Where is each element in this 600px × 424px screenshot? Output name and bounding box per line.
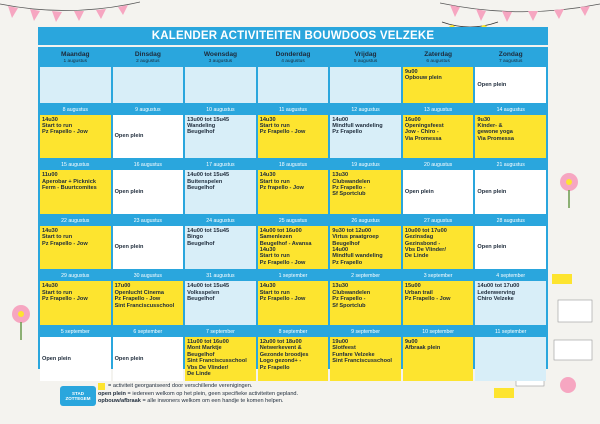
activity-text: Open plein: [40, 337, 111, 381]
activity-text: 13u30 Clubwandelen Pz Frapello - Sf Sportclub: [330, 170, 401, 214]
day-cell: [185, 271, 256, 325]
activity-text: 9u00 Opbouw plein: [403, 67, 474, 103]
bunting-left: [0, 0, 140, 30]
date-label: 6 september: [133, 328, 163, 335]
market-stalls-illustration: [548, 270, 598, 410]
activity-text: 10u00 tot 17u00 Gezinsdag Gezinsbond - Vbs De Vlinder/ De Linde: [403, 226, 474, 270]
activity-text: 14u00 tot 15u45 Volksspelen Beugelhof: [185, 281, 256, 325]
day-cell: [330, 160, 401, 214]
activity-text: 13u00 tot 15u45 Wandeling Beugelhof: [185, 115, 256, 159]
activity-text: 19u00 Slotfeest Funfare Velzeke Sint Franciscusschool: [330, 337, 401, 381]
day-cell: [113, 216, 184, 270]
day-cell: [113, 327, 184, 381]
date-label: 9 september: [351, 328, 380, 335]
date-label: 23 augustus: [133, 217, 162, 224]
day-cell: [475, 160, 546, 214]
weekday-label: Vrijdag: [354, 51, 377, 58]
date-label: 9 augustus: [135, 106, 161, 113]
activity-text: Open plein: [403, 170, 474, 214]
activity-text: 16u00 Openingsfeest Jow - Chiro - Via Promessa: [403, 115, 474, 159]
zottegem-logo: STAD ZOTTEGEM: [60, 386, 96, 406]
weekday-label: Woensdag: [203, 51, 238, 58]
activity-text: Open plein: [113, 115, 184, 159]
activity-text: 14u30 Start to run Pz Frapello - Jow: [40, 226, 111, 270]
day-cell: [113, 160, 184, 214]
day-cell: [475, 105, 546, 159]
day-cell: [40, 271, 111, 325]
date-label: 25 augustus: [278, 217, 308, 224]
date-label: 17 augustus: [206, 162, 235, 169]
day-cell: [113, 49, 184, 103]
date-label: 30 augustus: [133, 273, 162, 280]
date-label: 13 augustus: [424, 106, 453, 113]
date-label: 22 augustus: [61, 217, 90, 224]
day-cell: [40, 160, 111, 214]
activity-text: 12u00 tot 18u00 Netwerkevent & Gezonde broodjes Logo gezond+ - Pz Frapello: [258, 337, 329, 381]
day-cell: [330, 49, 401, 103]
activity-text: Open plein: [113, 170, 184, 214]
day-cell: [403, 271, 474, 325]
activity-text: 13u30 Clubwandelen Pz Frapello - Sf Sportclub: [330, 281, 401, 325]
weekday-label: Zaterdag: [424, 51, 453, 58]
activity-text: Open plein: [475, 226, 546, 270]
activity-text: [330, 67, 401, 103]
date-label: 26 augustus: [351, 217, 380, 224]
weekday-header: [330, 49, 401, 67]
legend: [98, 383, 518, 406]
date-label: 21 augustus: [496, 162, 525, 169]
activity-text: [258, 67, 329, 103]
activity-text: 14u30 Start to run Pz Frapello - Jow: [258, 281, 329, 325]
date-label: 1 augustus: [63, 59, 88, 64]
date-label: 11 september: [495, 328, 527, 335]
activity-text: 15u00 Urban trail Pz Frapello - Jow: [403, 281, 474, 325]
activity-text: 14u00 tot 17u00 Ledenwerving Chiro Velzeke: [475, 281, 546, 325]
day-cell: [40, 49, 111, 103]
date-label: 15 augustus: [61, 162, 90, 169]
day-cell: [330, 271, 401, 325]
legend-build: opbouw/afbraak = alle inwoners welkom om een handje te komen helpen.: [98, 398, 284, 404]
weekday-label: Maandag: [60, 51, 90, 58]
date-label: 24 augustus: [206, 217, 235, 224]
day-cell: [258, 327, 329, 381]
date-label: 18 augustus: [278, 162, 308, 169]
activity-text: Open plein: [475, 67, 546, 103]
activity-text: 14u30 Start to run Pz Frapello - Jow: [40, 281, 111, 325]
activity-text: Open plein: [113, 337, 184, 381]
day-cell: [330, 105, 401, 159]
activity-text: [113, 67, 184, 103]
date-label: 3 september: [423, 273, 453, 280]
weekday-header: [185, 49, 256, 67]
activity-text: [185, 67, 256, 103]
date-label: 8 augustus: [62, 106, 88, 113]
flower-icon: [4, 300, 38, 340]
date-label: 31 augustus: [206, 273, 235, 280]
activity-text: 14u30 Start to run Pz Frapello - Jow: [40, 115, 111, 159]
date-label: 28 augustus: [496, 217, 525, 224]
weekday-header: [403, 49, 474, 67]
activity-text: 11u00 tot 16u00 Mont Marktje Beugelhof Sint Franciscusschool Vbs De Vlinder/ De Linde: [185, 337, 256, 381]
day-cell: [403, 160, 474, 214]
date-label: 4 augustus: [281, 59, 305, 64]
date-label: 12 augustus: [351, 106, 380, 113]
activity-text: [475, 337, 546, 381]
activity-text: 9u30 Kinder- & gewone yoga Via Promessa: [475, 115, 546, 159]
activity-text: 11u00 Aperobar + Picknick Ferm - Buurtcomites: [40, 170, 111, 214]
day-cell: [185, 160, 256, 214]
date-label: 20 augustus: [424, 162, 453, 169]
legend-yellow: = activiteit georganiseerd door verschillende verenigingen.: [98, 383, 518, 391]
day-cell: [185, 327, 256, 381]
date-label: 2 september: [351, 273, 380, 280]
day-cell: [113, 105, 184, 159]
day-cell: [403, 327, 474, 381]
day-cell: [258, 160, 329, 214]
day-cell: [403, 105, 474, 159]
day-cell: [40, 216, 111, 270]
date-label: 27 augustus: [424, 217, 453, 224]
activity-text: 9u30 tot 12u00 Virtus praatgroep Beugelhof 14u00 Mindfull wandeling Pz Frapello: [330, 226, 401, 270]
activity-text: Open plein: [113, 226, 184, 270]
activity-text: 14u00 tot 16u00 Samenlezen Beugelhof - Avansa 14u30 Start to run Pz Frapello - Jow: [258, 226, 329, 270]
day-cell: [258, 49, 329, 103]
date-label: 19 augustus: [351, 162, 380, 169]
yellow-swatch-icon: [98, 383, 105, 390]
day-cell: [475, 216, 546, 270]
activity-text: 14u00 tot 15u45 Bingo Beugelhof: [185, 226, 256, 270]
date-label: 16 augustus: [133, 162, 162, 169]
activity-text: 14u00 tot 15u45 Buitenspelen Beugelhof: [185, 170, 256, 214]
day-cell: [258, 105, 329, 159]
flower-icon-right: [552, 168, 586, 208]
date-label: 5 september: [60, 328, 90, 335]
day-cell: [258, 271, 329, 325]
activity-text: 9u00 Afbraak plein: [403, 337, 474, 381]
date-label: 3 augustus: [208, 59, 233, 64]
day-cell: [330, 327, 401, 381]
date-label: 1 september: [278, 273, 308, 280]
page-title: KALENDER ACTIVITEITEN BOUWDOOS VELZEKE: [38, 27, 548, 45]
date-label: 11 augustus: [279, 106, 307, 113]
date-label: 8 september: [278, 328, 308, 335]
day-cell: [475, 327, 546, 381]
day-cell: [330, 216, 401, 270]
weekday-header: [258, 49, 329, 67]
day-cell: [113, 271, 184, 325]
day-cell: [403, 216, 474, 270]
weekday-header: [475, 49, 546, 67]
activity-text: 14u30 Start to run Pz frapello - Jow: [258, 170, 329, 214]
date-label: 14 augustus: [496, 106, 525, 113]
day-cell: [40, 327, 111, 381]
day-cell: [475, 49, 546, 103]
legend-open: open plein = iedereen welkom op het plein, geen specifieke activiteiten gepland.: [98, 390, 299, 397]
date-label: 4 september: [496, 273, 526, 280]
day-cell: [258, 216, 329, 270]
activity-text: 14u30 Start to run Pz Frapello - Jow: [258, 115, 329, 159]
activity-text: [40, 67, 111, 103]
weekday-header: [40, 49, 111, 67]
date-label: 7 september: [206, 328, 235, 335]
date-label: 10 augustus: [206, 106, 235, 113]
weekday-header: [113, 49, 184, 67]
date-label: 2 augustus: [136, 59, 160, 64]
date-label: 29 augustus: [61, 273, 90, 280]
day-cell: [403, 49, 474, 103]
activity-text: 17u00 Openlucht Cinema Pz Frapello - Jow Sint Franciscusschool: [113, 281, 184, 325]
weekday-label: Dinsdag: [134, 51, 161, 58]
day-cell: [475, 271, 546, 325]
weekday-label: Donderdag: [275, 51, 311, 58]
weekday-label: Zondag: [498, 51, 523, 58]
day-cell: [185, 216, 256, 270]
date-label: 6 augustus: [426, 59, 450, 64]
calendar-grid: [38, 47, 548, 377]
day-cell: [40, 105, 111, 159]
activity-text: Open plein: [475, 170, 546, 214]
date-label: 10 september: [422, 328, 454, 335]
activity-text: 14u00 Mindfull wandeling Pz Frapello: [330, 115, 401, 159]
date-label: 7 augustus: [498, 59, 523, 64]
day-cell: [185, 49, 256, 103]
date-label: 5 augustus: [353, 59, 378, 64]
day-cell: [185, 105, 256, 159]
